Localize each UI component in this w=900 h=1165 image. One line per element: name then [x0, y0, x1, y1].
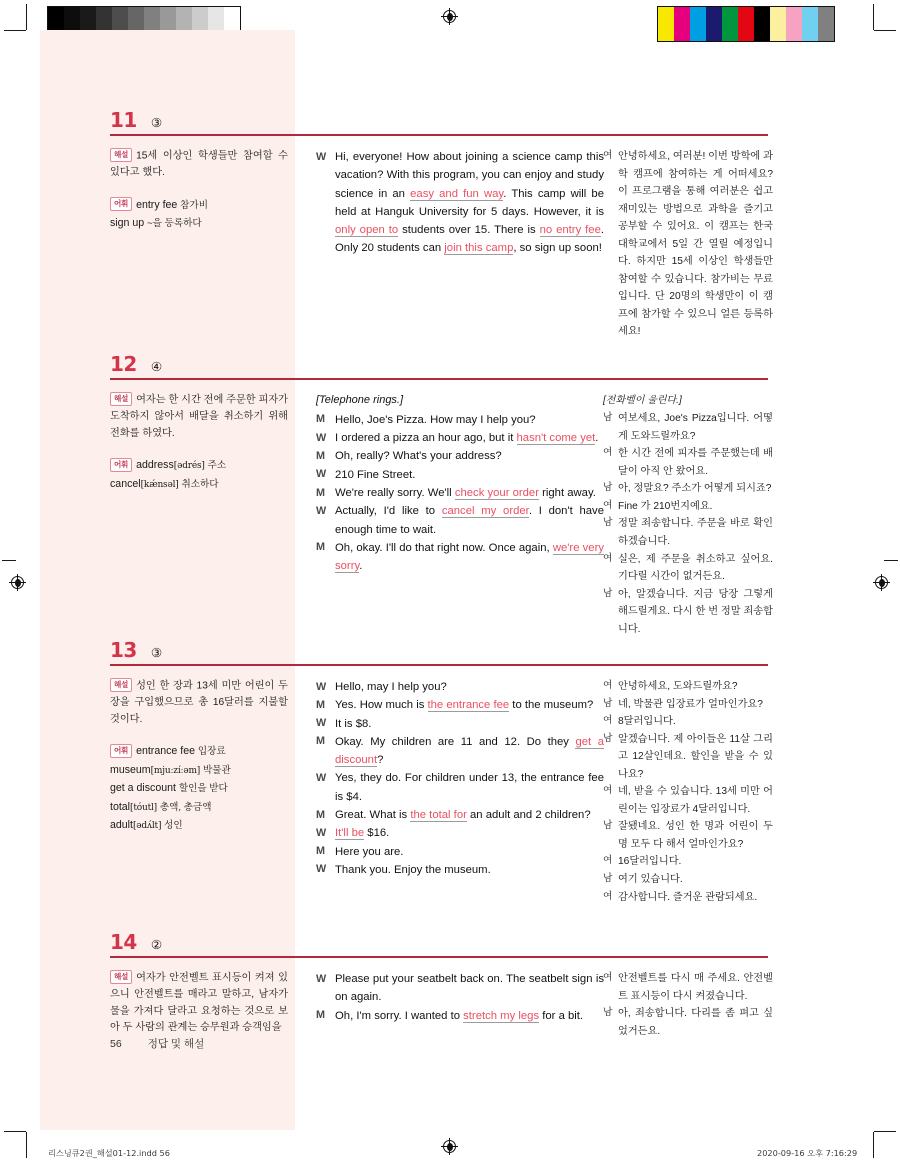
dialogue-line: [316, 429, 604, 447]
registration-target-bottom: [443, 1140, 456, 1153]
dialogue-line: [316, 1007, 604, 1025]
crop-mark-right-mid-h: [884, 560, 898, 561]
question-header: [110, 352, 162, 376]
registration-dot: [15, 579, 21, 587]
question-number: 12: [110, 352, 137, 376]
dialogue-segment: Here you are.: [335, 845, 404, 858]
english-script-column: [316, 970, 604, 1025]
vocabulary-word: adult: [110, 819, 133, 832]
korean-speaker-label: 여: [603, 855, 613, 867]
dialogue-segment: .: [595, 432, 599, 445]
korean-dialogue-line: [603, 731, 773, 784]
korean-speaker-label: 남: [603, 820, 613, 832]
dialogue-segment: Actually, I'd like to: [335, 505, 442, 518]
dialogue-text: [335, 861, 604, 879]
vocabulary-item: [110, 761, 288, 780]
vocabulary-item: [110, 196, 288, 215]
vocabulary-item: [110, 798, 288, 817]
speaker-label: W: [316, 717, 327, 730]
dialogue-line: [316, 148, 604, 258]
vocabulary-pronunciation: [tóutl]: [130, 802, 157, 813]
korean-speaker-label: 여: [603, 890, 613, 902]
korean-dialogue-line: [603, 853, 773, 871]
dialogue-text: [335, 733, 604, 770]
book-page: [40, 30, 860, 1130]
question-answer: ③: [150, 116, 163, 130]
question-divider: [110, 664, 768, 666]
dialogue-line: [316, 539, 604, 576]
korean-dialogue-text: 16달러입니다.: [618, 856, 682, 868]
explanation-tag: 해설: [110, 678, 132, 692]
korean-dialogue-text: 안녕하세요, 여러분! 이번 방학에 과학 캠프에 참여하는 게 어떠세요? 이 프로그램을 통해 여러분은 쉽고 재미있는 방법으로 과학을 즐기고 공부할 수 있어요. 이 캠프는 한국 대학교에서 5일 간 열릴 예정입니다. 하지만 15세 이상인 학생들만 참여할 수 있습니다. 참가비는 무료입니다. 단 20명의 학생만이 이 캠프에 참가할 수 있으니 얼른 등록하세요!: [618, 151, 773, 338]
korean-dialogue-text: 여기 있습니다.: [618, 874, 683, 886]
dialogue-segment: Yes, they do. For children under 13, the entrance fee is $4.: [335, 772, 604, 803]
dialogue-segment: Yes. How much is: [335, 699, 428, 712]
registration-target-left: [11, 576, 24, 589]
explanation-text: [110, 678, 288, 728]
vocabulary-item: [110, 456, 288, 475]
vocabulary-word: museum: [110, 763, 151, 776]
korean-speaker-label: 여: [603, 680, 613, 691]
question-answer: ②: [150, 938, 163, 952]
explanation-column: [110, 970, 288, 1037]
crop-mark-top-left-h: [4, 30, 26, 31]
korean-speaker-label: 여: [603, 552, 613, 564]
dialogue-text: [335, 806, 604, 824]
explanation-body: 성인 한 장과 13세 미만 어린이 두 장을 구입했으므로 총 16달러를 지불할 것이다.: [110, 680, 288, 725]
crop-mark-top-left-v: [26, 4, 27, 30]
korean-dialogue-line: [603, 1005, 773, 1040]
vocabulary-list: [110, 196, 288, 233]
dialogue-text: [335, 502, 604, 539]
crop-mark-bottom-left-v: [26, 1132, 27, 1158]
registration-dot: [879, 579, 885, 587]
vocabulary-item: [110, 742, 288, 761]
dialogue-segment: It is $8.: [335, 717, 372, 730]
vocabulary-meaning: 성인: [164, 820, 183, 832]
dialogue-segment: . This camp will be held at Hanguk University for 5 days. However, it is: [335, 187, 605, 218]
vocabulary-meaning: 참가비: [180, 199, 208, 211]
korean-dialogue-line: [603, 678, 773, 696]
vocabulary-item: [110, 475, 288, 494]
vocabulary-pronunciation: [ədrés]: [173, 461, 205, 472]
highlighted-phrase: no entry fee: [539, 224, 601, 237]
explanation-column: [110, 678, 288, 835]
page-footer: [110, 1036, 204, 1051]
highlighted-phrase: stretch my legs: [463, 1009, 540, 1022]
crop-mark-bottom-right-h: [874, 1131, 896, 1132]
page-section-label: 정답 및 해설: [147, 1038, 205, 1050]
highlighted-phrase: the total for: [410, 809, 467, 822]
english-script-column: [316, 392, 604, 575]
print-file-info: 리스닝큐2권_해설01-12.indd 56: [48, 1148, 170, 1158]
question-number: 14: [110, 930, 137, 954]
dialogue-line: [316, 769, 604, 806]
question-answer: ④: [150, 360, 163, 374]
korean-script-column: [603, 148, 773, 341]
vocabulary-word: sign up: [110, 217, 145, 230]
dialogue-segment: for a bit.: [539, 1009, 584, 1022]
dialogue-segment: Hello, may I help you?: [335, 681, 447, 693]
dialogue-segment: We're really sorry. We'll: [335, 487, 455, 499]
vocabulary-meaning: 박물관: [202, 764, 231, 776]
korean-speaker-label: 남: [603, 697, 613, 709]
dialogue-text: [335, 429, 604, 447]
korean-dialogue-line: [603, 889, 773, 907]
korean-dialogue-line: [603, 480, 773, 498]
korean-dialogue-line: [603, 445, 773, 480]
highlighted-phrase: we're very sorry: [335, 541, 605, 573]
dialogue-line: [316, 824, 604, 842]
dialogue-segment: Please put your seatbelt back on. The seatbelt sign is on again.: [335, 973, 604, 1004]
dialogue-line: [316, 696, 604, 714]
dialogue-text: [335, 678, 604, 696]
dialogue-text: [335, 148, 604, 258]
korean-dialogue-text: 안전벨트를 다시 매 주세요. 안전벨트 표시등이 다시 켜졌습니다.: [618, 973, 773, 1002]
registration-target-right: [875, 576, 888, 589]
dialogue-line: [316, 970, 604, 1007]
vocabulary-word: get a discount: [110, 782, 176, 795]
question-header: [110, 108, 162, 132]
question-header: [110, 930, 162, 954]
dialogue-line: [316, 447, 604, 465]
korean-dialogue-text: 한 시간 전에 피자를 주문했는데 배달이 아직 안 왔어요.: [618, 448, 773, 477]
vocabulary-meaning: 주소: [207, 460, 227, 472]
explanation-column: [110, 148, 288, 233]
dialogue-text: [335, 539, 604, 576]
korean-dialogue-text: 안녕하세요, 도와드릴까요?: [618, 681, 738, 692]
korean-speaker-label: 여: [603, 785, 613, 797]
speaker-label: W: [316, 826, 327, 839]
highlighted-phrase: It'll be: [335, 827, 365, 840]
dialogue-line: [316, 466, 604, 484]
question-header: [110, 638, 162, 662]
korean-speaker-label: 남: [603, 732, 613, 744]
korean-dialogue-line: [603, 783, 773, 818]
registration-target-top: [443, 10, 456, 23]
korean-speaker-label: 남: [603, 873, 613, 885]
korean-dialogue-line: [603, 498, 773, 516]
speaker-label: M: [316, 541, 325, 554]
highlighted-phrase: join this camp: [444, 242, 514, 255]
dialogue-segment: an adult and 2 children?: [466, 809, 591, 822]
vocabulary-meaning: 취소하다: [181, 478, 219, 490]
korean-script-column: [603, 392, 773, 638]
korean-dialogue-line: [603, 871, 773, 889]
registration-dot: [447, 13, 453, 21]
dialogue-segment: I ordered a pizza an hour ago, but it: [335, 432, 517, 445]
dialogue-text: [335, 970, 604, 1007]
korean-speaker-label: 여: [603, 715, 613, 727]
dialogue-segment: . Only 20 students can: [335, 224, 604, 255]
vocabulary-word: total: [110, 800, 131, 813]
korean-dialogue-text: 여보세요, Joe's Pizza입니다. 어떻게 도와드릴까요?: [618, 413, 773, 442]
korean-dialogue-line: [603, 586, 773, 639]
korean-speaker-label: 여: [603, 499, 613, 511]
korean-dialogue-line: [603, 515, 773, 550]
explanation-tag: 해설: [110, 148, 132, 162]
dialogue-segment: Hi, everyone! How about joining a science camp this vacation? With this program, you can enjoy and study science in an: [335, 151, 604, 200]
speaker-label: M: [316, 486, 325, 499]
dialogue-segment: Oh, I'm sorry. I wanted to: [335, 1009, 464, 1022]
speaker-label: W: [316, 863, 327, 876]
dialogue-segment: Thank you. Enjoy the museum.: [335, 863, 491, 876]
dialogue-segment: Great. What is: [335, 809, 411, 822]
explanation-tag: 해설: [110, 970, 132, 984]
korean-speaker-label: 여: [603, 150, 613, 161]
korean-dialogue-text: 8달러입니다.: [618, 716, 676, 728]
speaker-label: M: [316, 413, 325, 426]
dialogue-text: [335, 824, 604, 842]
korean-dialogue-line: [603, 148, 773, 341]
question-number: 11: [110, 108, 137, 132]
question-answer: ③: [150, 646, 163, 660]
question-number: 13: [110, 638, 137, 662]
dialogue-text: [335, 484, 604, 502]
dialogue-segment: . I don't have enough time to wait.: [335, 505, 604, 536]
vocabulary-tag: 어휘: [110, 197, 132, 211]
korean-speaker-label: 여: [603, 972, 613, 983]
dialogue-segment: $16.: [364, 827, 390, 840]
vocabulary-list: [110, 456, 288, 493]
crop-mark-bottom-left-h: [4, 1131, 26, 1132]
explanation-column: [110, 392, 288, 493]
dialogue-line: [316, 502, 604, 539]
highlighted-phrase: only open to: [335, 224, 399, 237]
explanation-tag: 해설: [110, 392, 132, 406]
vocabulary-list: [110, 742, 288, 835]
dialogue-text: [335, 843, 604, 861]
vocabulary-tag: 어휘: [110, 744, 132, 758]
korean-speaker-label: 남: [603, 1007, 613, 1019]
dialogue-line: [316, 733, 604, 770]
dialogue-segment: 210 Fine Street.: [335, 468, 416, 481]
dialogue-segment: Okay. My children are 11 and 12. Do they: [335, 735, 576, 748]
dialogue-segment: to the museum?: [509, 699, 594, 712]
korean-dialogue-text: 아, 정말요? 주소가 어떻게 되시죠?: [618, 483, 772, 495]
dialogue-text: [335, 447, 604, 465]
explanation-text: [110, 148, 288, 182]
print-timestamp: 2020-09-16 오후 7:16:29: [757, 1148, 858, 1158]
highlighted-phrase: the entrance fee: [427, 699, 510, 712]
explanation-text: [110, 392, 288, 442]
korean-dialogue-line: [603, 713, 773, 731]
dialogue-segment: Oh, okay. I'll do that right now. Once again,: [335, 541, 553, 554]
question-divider: [110, 378, 768, 380]
vocabulary-meaning: 입장료: [197, 746, 226, 758]
korean-dialogue-text: 네, 받을 수 있습니다. 13세 미만 어린이는 입장료가 4달러입니다.: [618, 786, 773, 815]
english-script-column: [316, 678, 604, 879]
korean-dialogue-line: [603, 696, 773, 714]
explanation-body: 15세 이상인 학생들만 참여할 수 있다고 했다.: [110, 150, 288, 179]
vocabulary-meaning: ~을 등록하다: [147, 218, 202, 230]
explanation-text: [110, 970, 288, 1037]
vocabulary-word: entrance fee: [136, 745, 195, 758]
korean-dialogue-text: 아, 알겠습니다. 지금 당장 그렇게 해드릴게요. 다시 한 번 정말 죄송합니다.: [618, 588, 773, 635]
highlighted-phrase: check your order: [454, 487, 539, 499]
korean-dialogue-text: 잘됐네요. 성인 한 명과 어린이 두 명 모두 다 해서 얼마인가요?: [618, 821, 773, 850]
dialogue-line: [316, 861, 604, 879]
crop-mark-top-right-h: [874, 30, 896, 31]
dialogue-segment: , so sign up soon!: [513, 242, 602, 255]
crop-mark-left-mid-h: [2, 560, 16, 561]
korean-stage-direction: [전화벨이 울린다.]: [603, 395, 682, 406]
page-number: 56: [110, 1038, 122, 1050]
korean-dialogue-line: [603, 818, 773, 853]
korean-dialogue-text: 알겠습니다. 제 아이들은 11살 그리고 12살인데요. 할인을 받을 수 있나요?: [618, 733, 773, 780]
dialogue-text: [335, 411, 604, 429]
speaker-label: W: [316, 771, 327, 784]
vocabulary-word: address: [136, 459, 174, 472]
dialogue-line: [316, 843, 604, 861]
vocabulary-pronunciation: [kǽnsəl]: [140, 479, 179, 490]
korean-dialogue-line: [603, 410, 773, 445]
highlighted-phrase: get a discount: [335, 735, 604, 767]
vocabulary-item: [110, 214, 288, 233]
korean-speaker-label: 남: [603, 482, 613, 494]
korean-script-column: [603, 970, 773, 1040]
speaker-label: W: [316, 504, 327, 517]
english-script-column: [316, 148, 604, 258]
speaker-label: M: [316, 698, 325, 711]
speaker-label: M: [316, 808, 325, 821]
highlighted-phrase: easy and fun way: [410, 187, 504, 200]
question-divider: [110, 134, 768, 136]
vocabulary-pronunciation: [ədʌ́lt]: [132, 821, 162, 832]
vocabulary-item: [110, 816, 288, 835]
crop-mark-top-right-v: [873, 4, 874, 30]
speaker-label: M: [316, 845, 325, 858]
korean-speaker-label: 여: [603, 447, 613, 459]
dialogue-line: [316, 715, 604, 733]
speaker-label: W: [316, 468, 327, 481]
korean-dialogue-text: Fine 가 210번지예요.: [618, 500, 713, 512]
dialogue-text: [335, 696, 604, 714]
vocabulary-tag: 어휘: [110, 458, 132, 472]
korean-dialogue-text: 감사합니다. 즐거운 관람되세요.: [618, 891, 758, 903]
vocabulary-meaning: 할인을 받다: [178, 783, 228, 795]
dialogue-segment: .: [359, 560, 363, 573]
korean-speaker-label: 남: [603, 412, 613, 424]
dialogue-segment: ?: [377, 754, 384, 767]
dialogue-line: [316, 678, 604, 696]
dialogue-segment: Oh, really? What's your address?: [335, 450, 502, 463]
vocabulary-meaning: 총액, 총금액: [159, 801, 212, 813]
korean-dialogue-text: 실은, 제 주문을 취소하고 싶어요. 기다릴 시간이 없거든요.: [618, 553, 773, 583]
speaker-label: W: [316, 680, 327, 693]
stage-direction: [Telephone rings.]: [316, 394, 404, 406]
korean-speaker-label: 남: [603, 587, 613, 599]
korean-speaker-label: 남: [603, 517, 613, 529]
registration-dot: [447, 1143, 453, 1151]
vocabulary-word: cancel: [110, 477, 141, 490]
speaker-label: M: [316, 1009, 325, 1022]
vocabulary-item: [110, 779, 288, 798]
explanation-body: 여자가 안전벨트 표시등이 켜져 있으니 안전벨트를 매라고 말하고, 남자가 물을 가져다 달라고 요청하는 것으로 보아 두 사람의 관계는 승무원과 승객임을: [110, 972, 288, 1034]
highlighted-phrase: hasn't come yet: [516, 432, 596, 445]
speaker-label: M: [316, 449, 325, 462]
korean-dialogue-line: [603, 551, 773, 586]
dialogue-text: [335, 715, 604, 733]
dialogue-line: [316, 411, 604, 429]
vocabulary-pronunciation: [mjuːzíːəm]: [150, 765, 201, 776]
speaker-label: M: [316, 735, 325, 748]
korean-dialogue-text: 네, 박물관 입장료가 얼마인가요?: [618, 698, 763, 710]
speaker-label: W: [316, 972, 327, 985]
dialogue-segment: Hello, Joe's Pizza. How may I help you?: [335, 413, 536, 426]
dialogue-segment: right away.: [538, 487, 596, 499]
dialogue-text: [335, 466, 604, 484]
question-divider: [110, 956, 768, 958]
speaker-label: W: [316, 431, 327, 444]
korean-dialogue-line: [603, 970, 773, 1005]
korean-dialogue-text: 아, 죄송합니다. 다리를 좀 펴고 싶었거든요.: [618, 1008, 773, 1037]
korean-dialogue-text: 정말 죄송합니다. 주문을 바로 확인하겠습니다.: [618, 518, 773, 548]
dialogue-line: [316, 806, 604, 824]
highlighted-phrase: cancel my order: [441, 505, 529, 518]
korean-script-column: [603, 678, 773, 906]
vocabulary-word: entry fee: [136, 198, 178, 211]
dialogue-text: [335, 1007, 604, 1025]
dialogue-text: [335, 769, 604, 806]
speaker-label: W: [316, 150, 327, 163]
dialogue-line: [316, 484, 604, 502]
crop-mark-bottom-right-v: [873, 1132, 874, 1158]
explanation-body: 여자는 한 시간 전에 주문한 피자가 도착하지 않아서 배달을 취소하기 위해 전화를 하였다.: [110, 394, 289, 439]
dialogue-segment: students over 15. There is: [398, 224, 540, 237]
